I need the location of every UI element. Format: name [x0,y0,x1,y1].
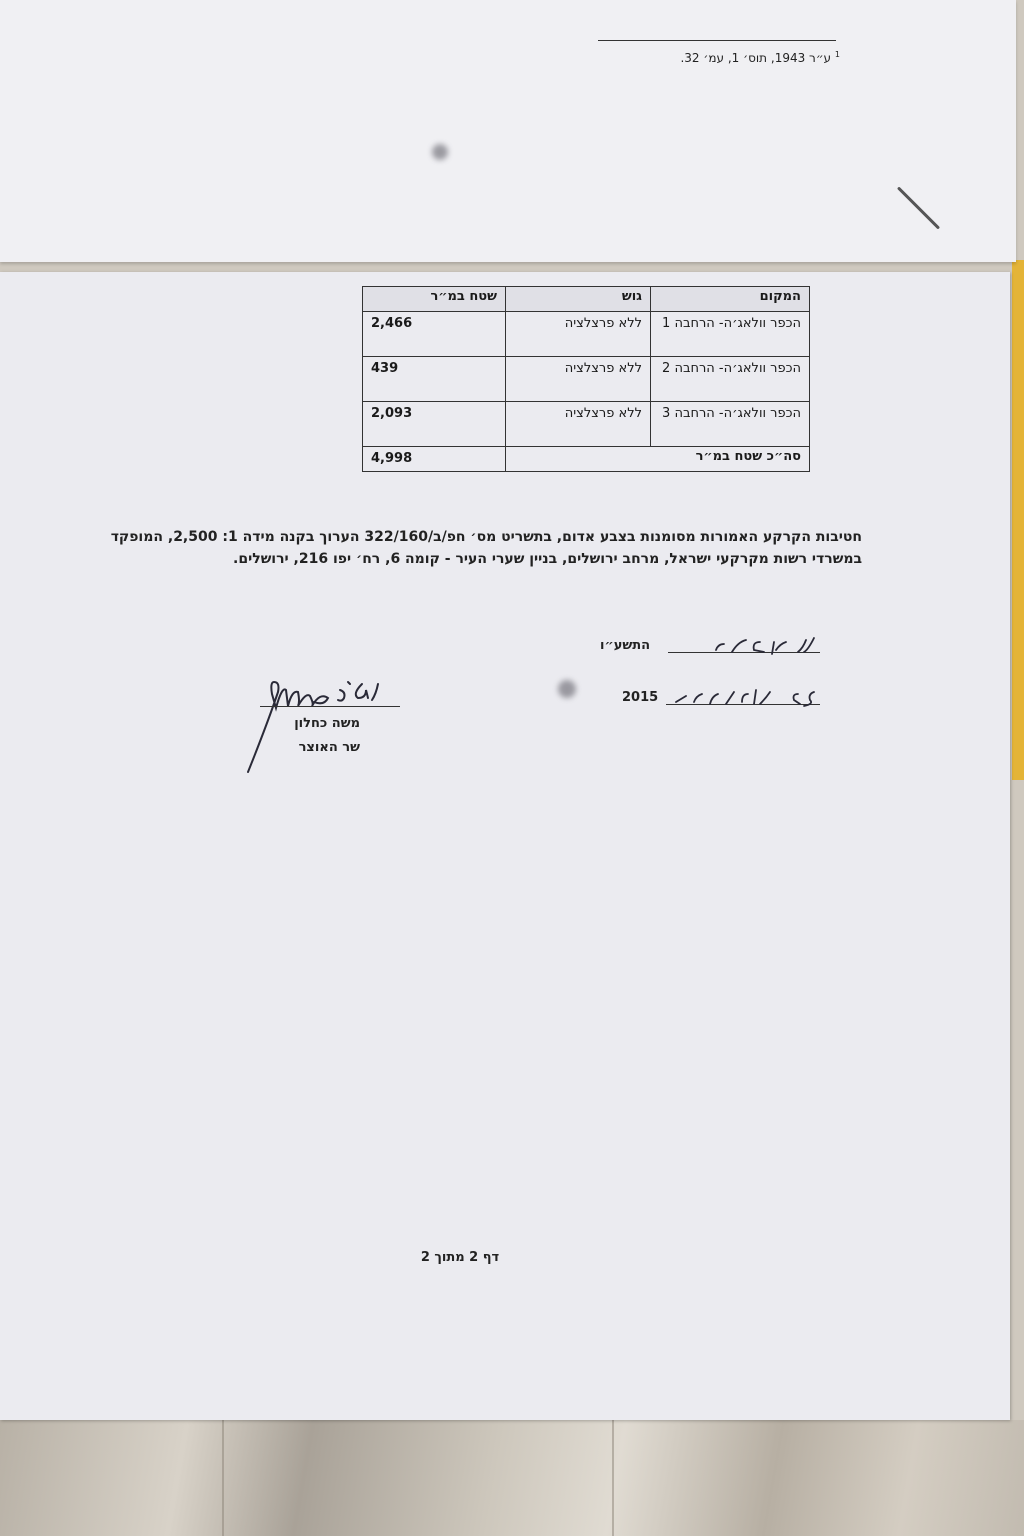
cell-area: 2,466 [363,312,506,357]
cell-area: 439 [363,357,506,402]
cell-gush: ללא פרצלציה [506,312,651,357]
paper-spot [432,144,448,160]
cell-gush: ללא פרצלציה [506,357,651,402]
land-parcels-table [362,286,810,472]
signature-block [240,662,410,782]
cell-gush: ללא פרצלציה [506,402,651,447]
gregorian-year-printed: 2015 [622,690,659,705]
staple [897,186,940,229]
table-row [363,312,810,357]
table-header-row [363,287,810,312]
footnote-marker: 1 [834,50,840,59]
gregorian-date-line [600,686,824,710]
header-place: המקום [651,287,810,312]
hebrew-year-printed: התשע״ו [600,638,651,653]
signer-title: שר האוצר [298,740,360,755]
footnote-rule [598,40,836,41]
table-total-row [363,447,810,472]
signer-name: משה כחלון [294,716,360,731]
previous-sheet [0,0,1016,262]
header-area: שטח במ״ר [363,287,506,312]
signature-line [260,706,400,707]
page-number: דף 2 מתוך 2 [420,1250,500,1265]
footnote-text: ע״ר 1943, תוס׳ 1, עמ׳ 32. [680,51,832,65]
cell-place: הכפר וולאג׳ה- הרחבה 1 [651,312,810,357]
total-label: סה״כ שטח במ״ר [506,447,810,472]
parcel-description-paragraph: חטיבות הקרקע האמורות מסומנות בצבע אדום, בתשריט מס׳ חפ/ב/322/160 הערוך בקנה מידה 1: 2,500, המופקד במשרדי רשות מקרקעי ישראל, מרחב ירושלים, בניין שערי העיר - קומה 6, רח׳ יפו 216, ירושלים. [110,529,862,567]
gregorian-date-handwriting [600,686,824,710]
cell-area: 2,093 [363,402,506,447]
header-gush: גוש [506,287,651,312]
table-row [363,357,810,402]
cell-place: הכפר וולאג׳ה- הרחבה 3 [651,402,810,447]
marble-surface [0,1420,1024,1536]
hebrew-date-line [600,634,824,658]
yellow-folder-edge [1012,260,1024,780]
cell-place: הכפר וולאג׳ה- הרחבה 2 [651,357,810,402]
total-value: 4,998 [363,447,506,472]
footnote [560,50,840,65]
hebrew-date-handwriting [600,634,824,658]
paper-spot [558,680,576,698]
table-row [363,402,810,447]
